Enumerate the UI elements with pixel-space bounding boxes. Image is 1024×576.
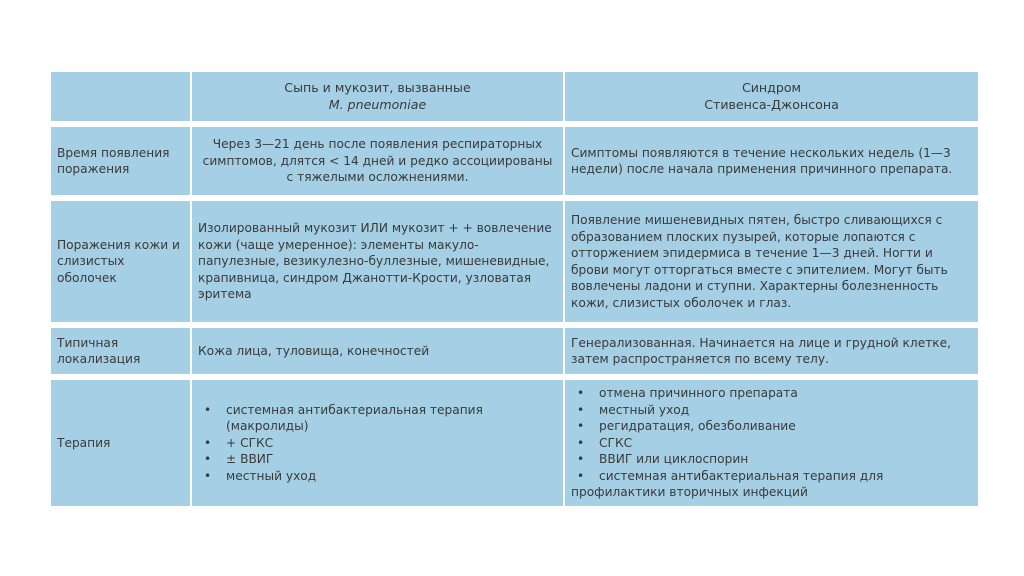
list-item: • системная антибактериальная терапия (макролиды) [198,402,557,435]
row-label: Время появления поражения [50,126,191,196]
header-sjs-line1: Синдром [741,80,802,95]
therapy-sjs-cell [564,379,979,507]
list-item-continuation: профилактики вторичных инфекций [571,485,808,500]
comparison-table [49,70,980,508]
row-sjs-cell: Генерализованная. Начинается на лице и грудной клетке, затем распространяется по всему телу. [564,327,979,375]
row-mp-cell: Кожа лица, туловища, конечностей [191,327,564,375]
table-header-row [50,71,979,122]
therapy-mp-cell [191,379,564,507]
table-row [50,200,979,323]
header-mp-line2: M. pneumoniae [328,96,427,112]
row-mp-cell: Изолированный мукозит ИЛИ мукозит + + вовлечение кожи (чаще умеренное): элементы макуло-папулезные, везикулезно-буллезные, мишеневидные, крапивница, синдром Джанотти-Крости, узловатая эритема [191,200,564,323]
therapy-mp-list [198,402,557,485]
list-item: • ± ВВИГ [198,451,557,468]
row-mp-cell: Через 3—21 день после появления респираторных симптомов, длятся < 14 дней и редко ассоциированы с тяжелыми осложнениями. [191,126,564,196]
list-item: • регидратация, обезболивание [571,418,972,435]
table-row-therapy [50,379,979,507]
row-label: Терапия [50,379,191,507]
list-item: • ВВИГ или циклоспорин [571,451,972,468]
list-item: • + СГКС [198,435,557,452]
row-label: Типичная локализация [50,327,191,375]
row-label: Поражения кожи и слизистых оболочек [50,200,191,323]
header-sjs-line2: Стивенса-Джонсона [704,96,839,112]
header-sjs [564,71,979,122]
list-item: • местный уход [571,402,972,419]
table-row [50,327,979,375]
header-empty-cell [50,71,191,122]
header-mp [191,71,564,122]
therapy-sjs-list [571,385,972,501]
row-sjs-cell: Появление мишеневидных пятен, быстро сливающихся с образованием плоских пузырей, которые лопаются с отторжением эпидермиса в течение 1—3 дней. Ногти и брови могут отторгаться вместе с эпителием. Могут быть вовлечены ладони и ступни. Характерны болезненность кожи, слизистых оболочек и глаз. [564,200,979,323]
list-item: • системная антибактериальная терапия для [571,468,972,485]
table-row [50,126,979,196]
list-item: • отмена причинного препарата [571,385,972,402]
list-item: • СГКС [571,435,972,452]
header-mp-line1: Сыпь и мукозит, вызванные [284,80,471,95]
row-sjs-cell: Симптомы появляются в течение нескольких недель (1—3 недели) после начала применения причинного препарата. [564,126,979,196]
list-item: • местный уход [198,468,557,485]
